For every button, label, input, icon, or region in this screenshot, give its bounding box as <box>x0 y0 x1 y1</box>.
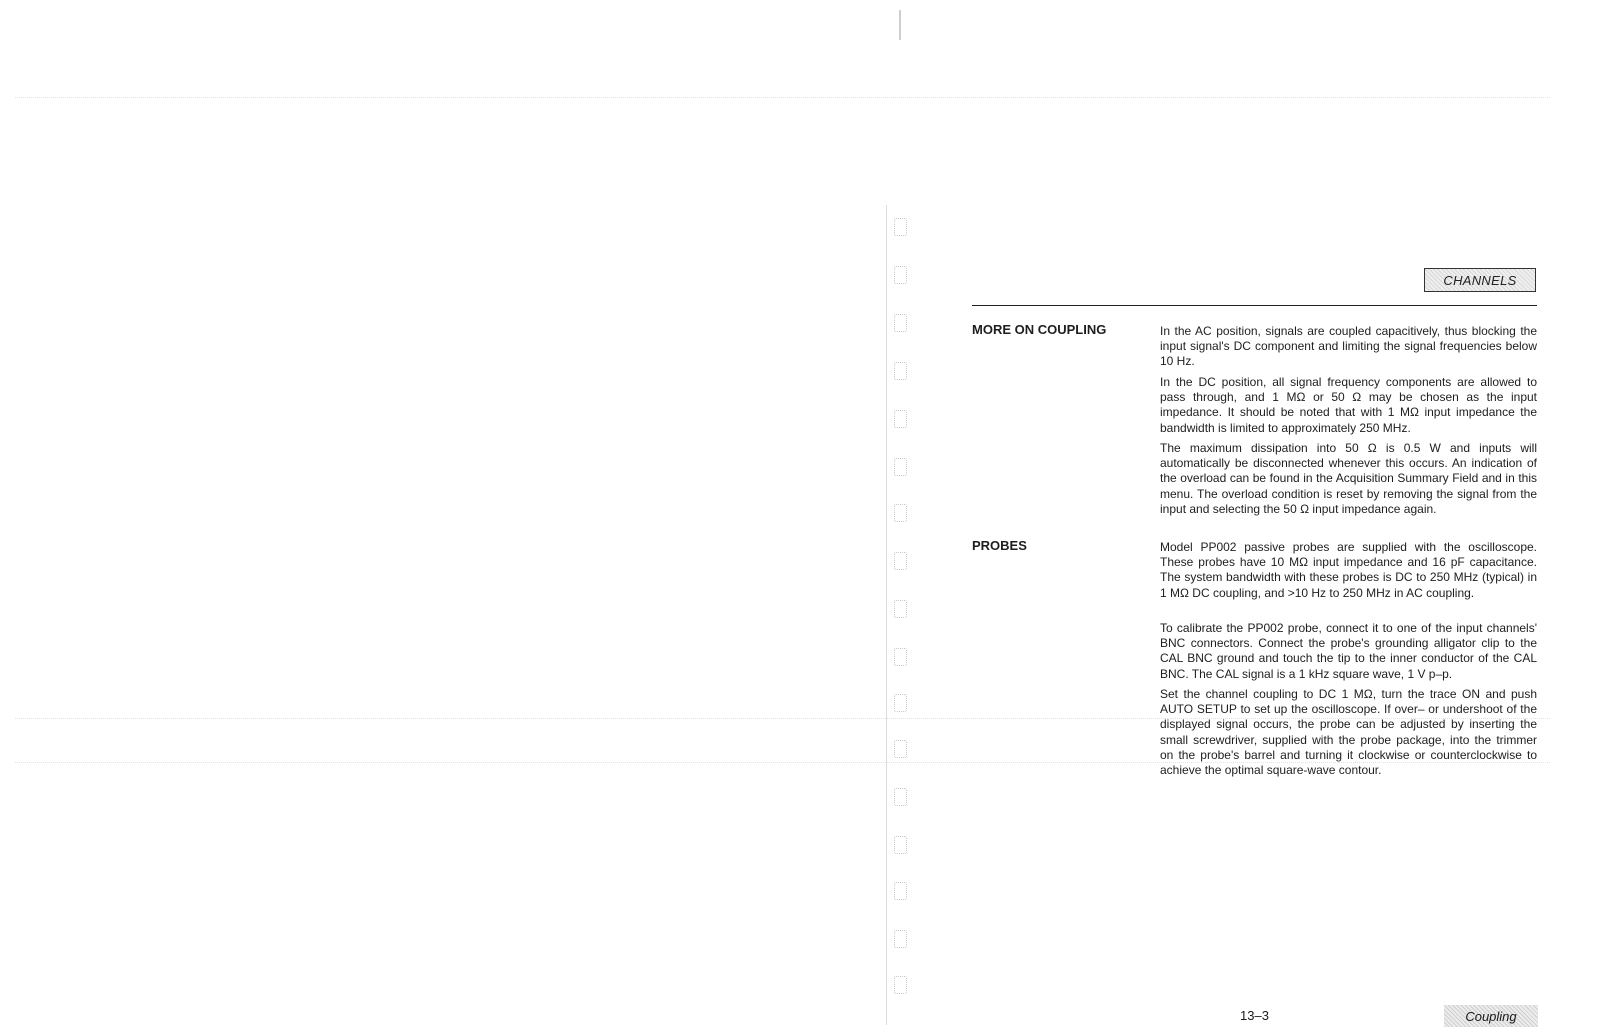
binding-hole <box>894 648 907 666</box>
coupling-paragraph: In the DC position, all signal frequency components are allowed to pass through, and 1 MΩ or 50 Ω may be chosen as the input impedance. It should be noted that with 1 MΩ input impedance the bandwidth is limited to approximately 250 MHz. <box>1160 375 1537 435</box>
binding-hole <box>894 458 907 476</box>
binding-hole <box>894 600 907 618</box>
probes-paragraph: Set the channel coupling to DC 1 MΩ, turn the trace ON and push AUTO SETUP to set up the oscilloscope. If over– or undershoot of the displayed signal occurs, the probe can be adjusted by inserting the small screwdriver, supplied with the probe package, into the trimmer on the probe's barrel and turning it clockwise or counterclockwise to achieve the optimal square-wave contour. <box>1160 687 1537 778</box>
page-number: 13–3 <box>1240 1008 1269 1023</box>
binding-hole <box>894 552 907 570</box>
probes-paragraph: To calibrate the PP002 probe, connect it to one of the input channels' BNC connectors. Connect the probe's grounding alligator clip to the CAL BNC ground and touch the tip to the inner conductor of the CAL BNC. The CAL signal is a 1 kHz square wave, 1 V p–p. <box>1160 621 1537 681</box>
section-heading-coupling: MORE ON COUPLING <box>972 322 1107 337</box>
binding-hole <box>894 266 907 284</box>
binding-hole <box>894 410 907 428</box>
binding-hole <box>894 740 907 758</box>
binding-hole <box>894 976 907 994</box>
scan-artifact-line <box>15 97 1550 98</box>
probes-paragraph: Model PP002 passive probes are supplied with the oscilloscope. These probes have 10 MΩ input impedance and 16 pF capacitance. The system bandwidth with these probes is DC to 250 MHz (typical) in 1 MΩ DC coupling, and >10 Hz to 250 MHz in AC coupling. <box>1160 540 1537 600</box>
coupling-paragraph: The maximum dissipation into 50 Ω is 0.5 W and inputs will automatically be disconnected whenever this occurs. An indication of the overload can be found in the Acquisition Summary Field and in this menu. The overload condition is reset by removing the signal from the input and selecting the 50 Ω input impedance again. <box>1160 441 1537 516</box>
binding-mark <box>899 10 901 40</box>
binding-hole <box>894 362 907 380</box>
binding-hole <box>894 504 907 522</box>
binding-hole <box>894 836 907 854</box>
coupling-paragraph: In the AC position, signals are coupled capacitively, thus blocking the input signal's DC component and limiting the signal frequencies below 10 Hz. <box>1160 324 1537 369</box>
binding-hole <box>894 218 907 236</box>
footer-section-tab: Coupling <box>1444 1005 1538 1027</box>
binding-hole <box>894 694 907 712</box>
chapter-tab: CHANNELS <box>1424 268 1536 292</box>
binding-hole <box>894 788 907 806</box>
header-rule <box>972 305 1537 306</box>
binding-hole <box>894 882 907 900</box>
binding-hole <box>894 930 907 948</box>
binding-edge <box>886 205 887 1025</box>
binding-hole <box>894 314 907 332</box>
section-heading-probes: PROBES <box>972 538 1027 553</box>
